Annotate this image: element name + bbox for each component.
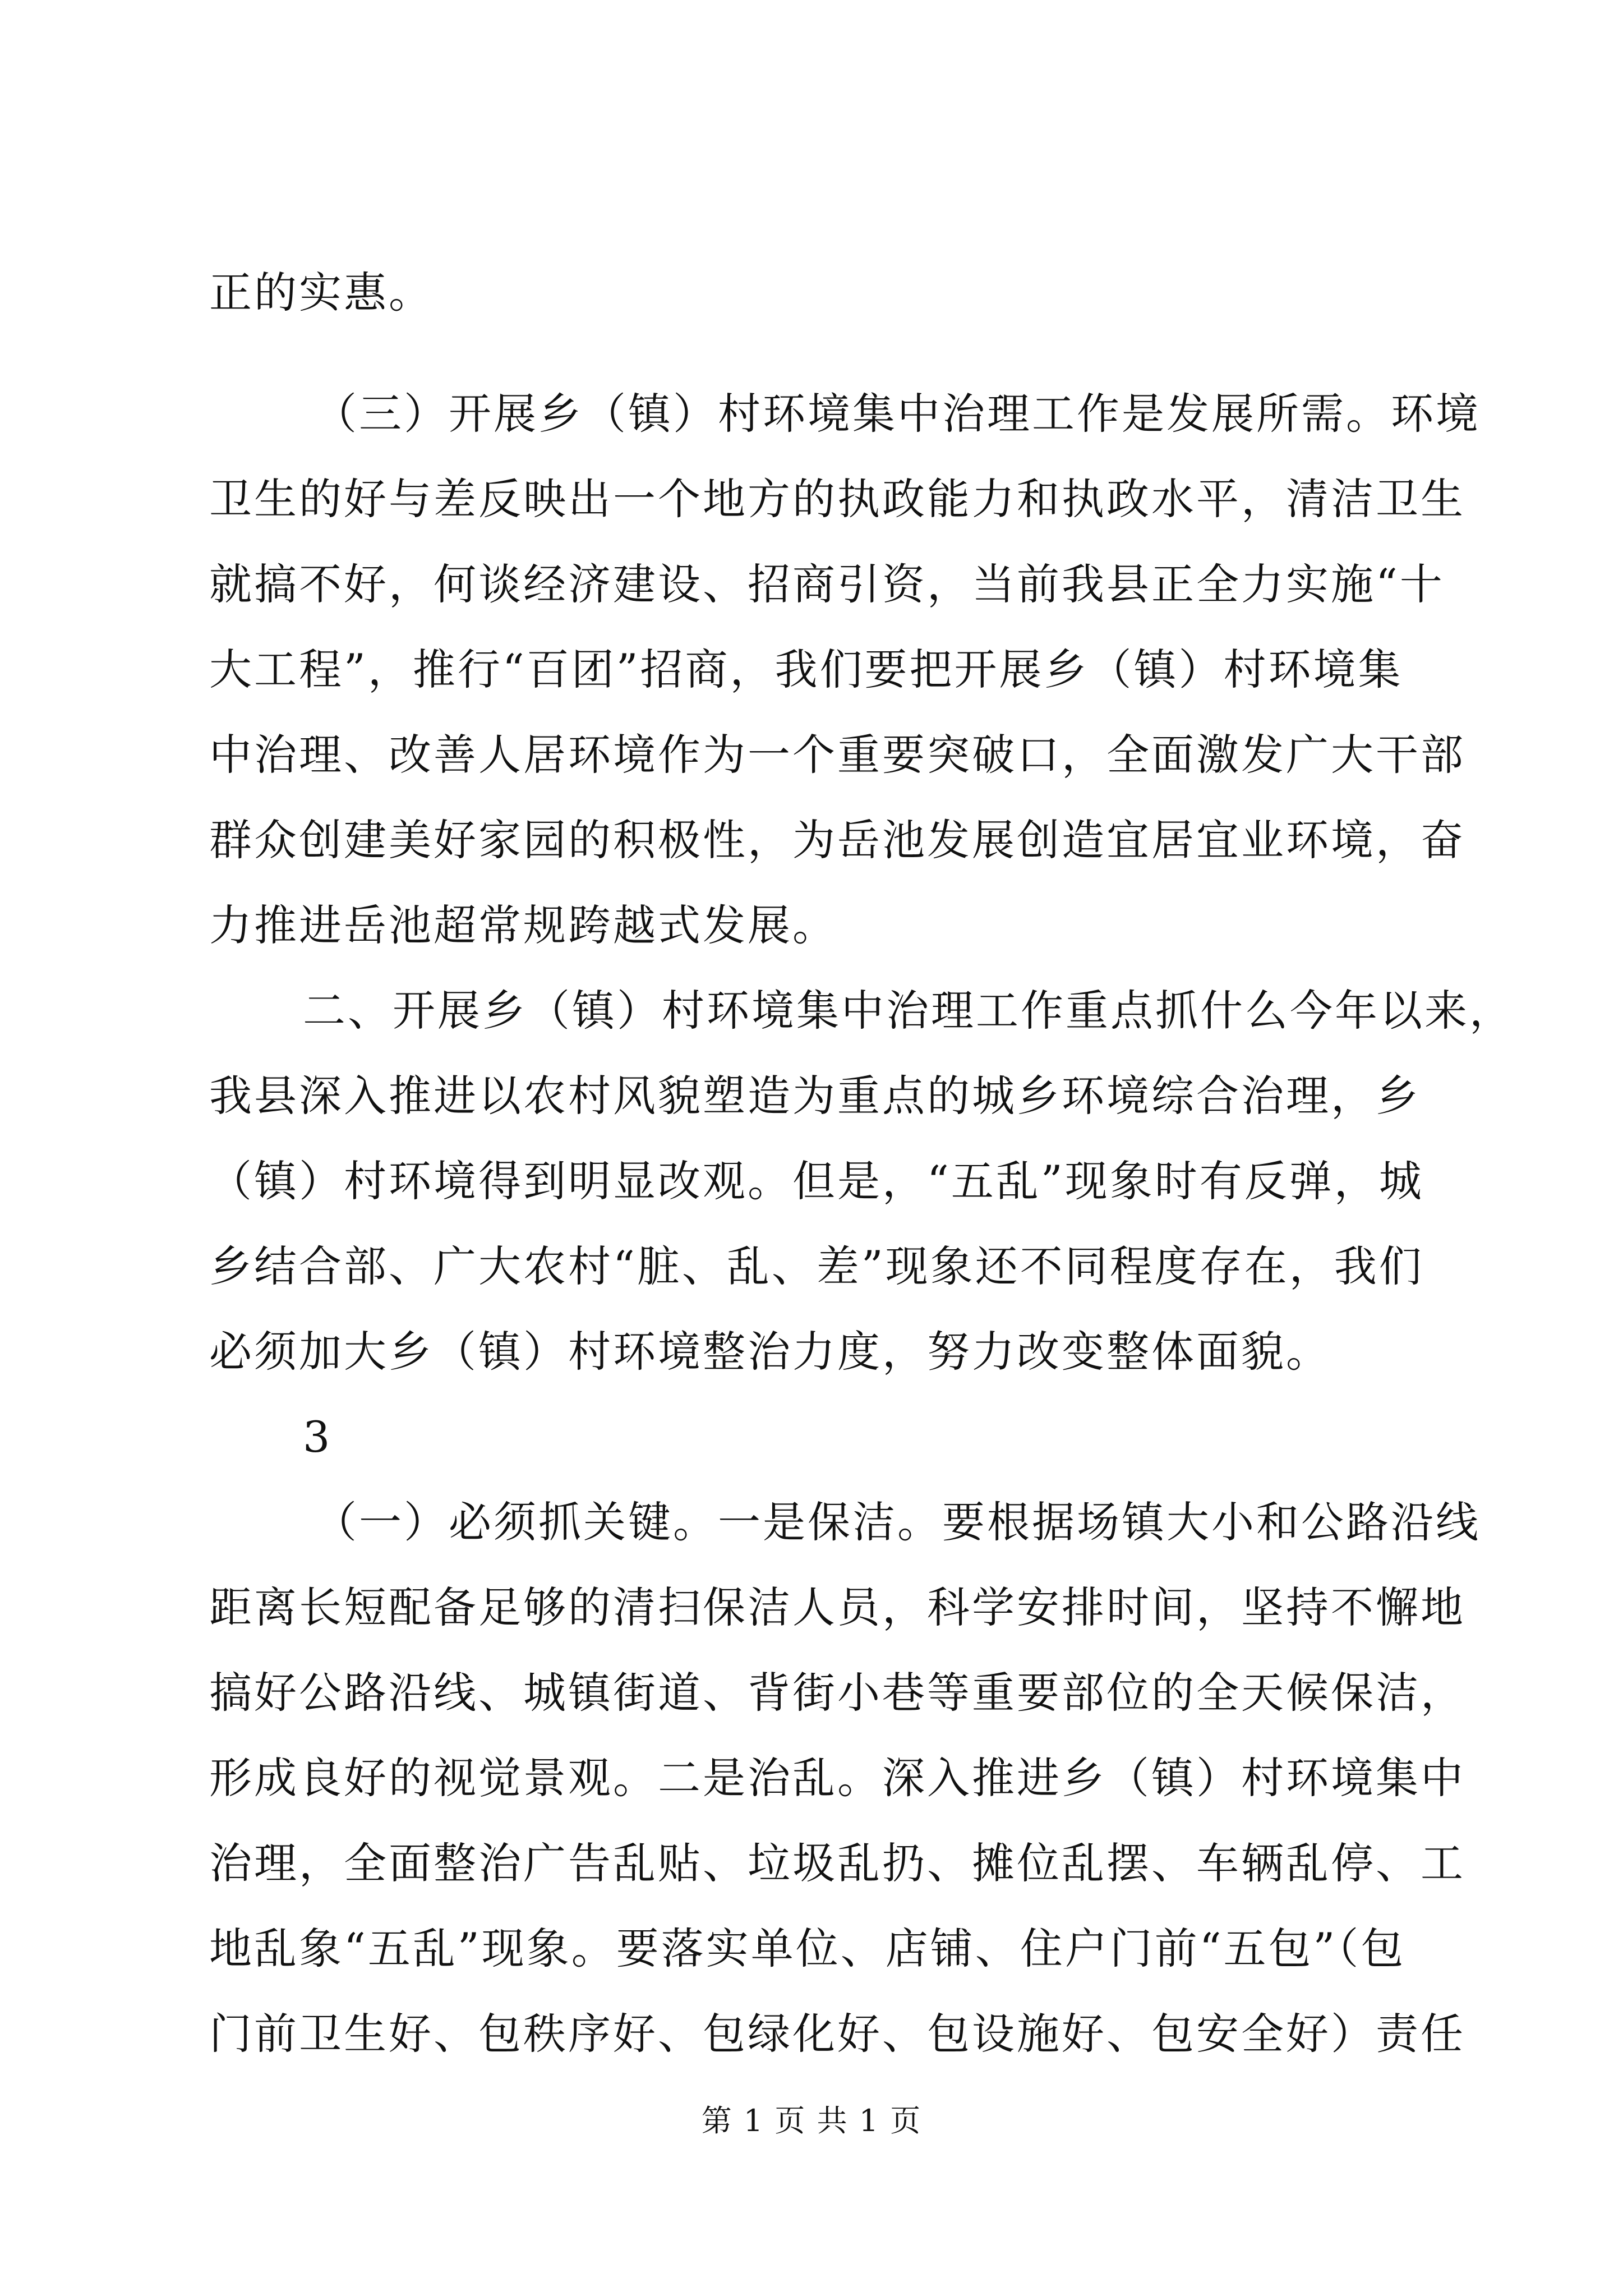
text-line: 就搞不好，何谈经济建设、招商引资，当前我县正全力实施“十 xyxy=(209,559,1445,609)
text-line: 必须加大乡（镇）村环境整治力度，努力改变整体面貌。 xyxy=(209,1327,1331,1377)
text-line: （镇）村环境得到明显改观。但是，“五乱”现象时有反弹，城 xyxy=(209,1156,1424,1206)
text-line: 搞好公路沿线、城镇街道、背街小巷等重要部位的全天候保洁， xyxy=(209,1668,1465,1718)
text-line: 距离长短配备足够的清扫保洁人员，科学安排时间，坚持不懈地 xyxy=(209,1582,1465,1632)
text-line: 地乱象“五乱”现象。要落实单位、店铺、住户门前“五包”（包 xyxy=(209,1924,1406,1973)
text-line: 力推进岳池超常规跨越式发展。 xyxy=(209,900,837,950)
text-line: 群众创建美好家园的积极性，为岳池发展创造宜居宜业环境，奋 xyxy=(209,815,1465,865)
page-footer: 第 1 页 共 1 页 xyxy=(701,2103,922,2138)
text-line: 治理，全面整治广告乱贴、垃圾乱扔、摊位乱摆、车辆乱停、工 xyxy=(209,1838,1465,1888)
text-line: （三）开展乡（镇）村环境集中治理工作是发展所需。环境 xyxy=(314,389,1481,439)
text-line: 二、开展乡（镇）村环境集中治理工作重点抓什么今年以来， xyxy=(303,986,1514,1036)
text-line: 形成良好的视觉景观。二是治乱。深入推进乡（镇）村环境集中 xyxy=(209,1753,1465,1803)
text-line: 大工程”，推行“百团”招商，我们要把开展乡（镇）村环境集 xyxy=(209,645,1403,694)
text-line: 我县深入推进以农村风貌塑造为重点的城乡环境综合治理，乡 xyxy=(209,1071,1421,1121)
text-line: 门前卫生好、包秩序好、包绿化好、包设施好、包安全好）责任 xyxy=(209,2009,1465,2059)
page-number-inline: 3 xyxy=(303,1412,333,1462)
text-line: 乡结合部、广大农村“脏、乱、差”现象还不同程度存在，我们 xyxy=(209,1241,1424,1291)
text-line: 中治理、改善人居环境作为一个重要突破口，全面激发广大干部 xyxy=(209,730,1465,780)
text-line: 卫生的好与差反映出一个地方的执政能力和执政水平，清洁卫生 xyxy=(209,474,1465,524)
text-line: （一）必须抓关键。一是保洁。要根据场镇大小和公路沿线 xyxy=(314,1497,1481,1547)
text-line: 正的实惠。 xyxy=(209,268,434,318)
